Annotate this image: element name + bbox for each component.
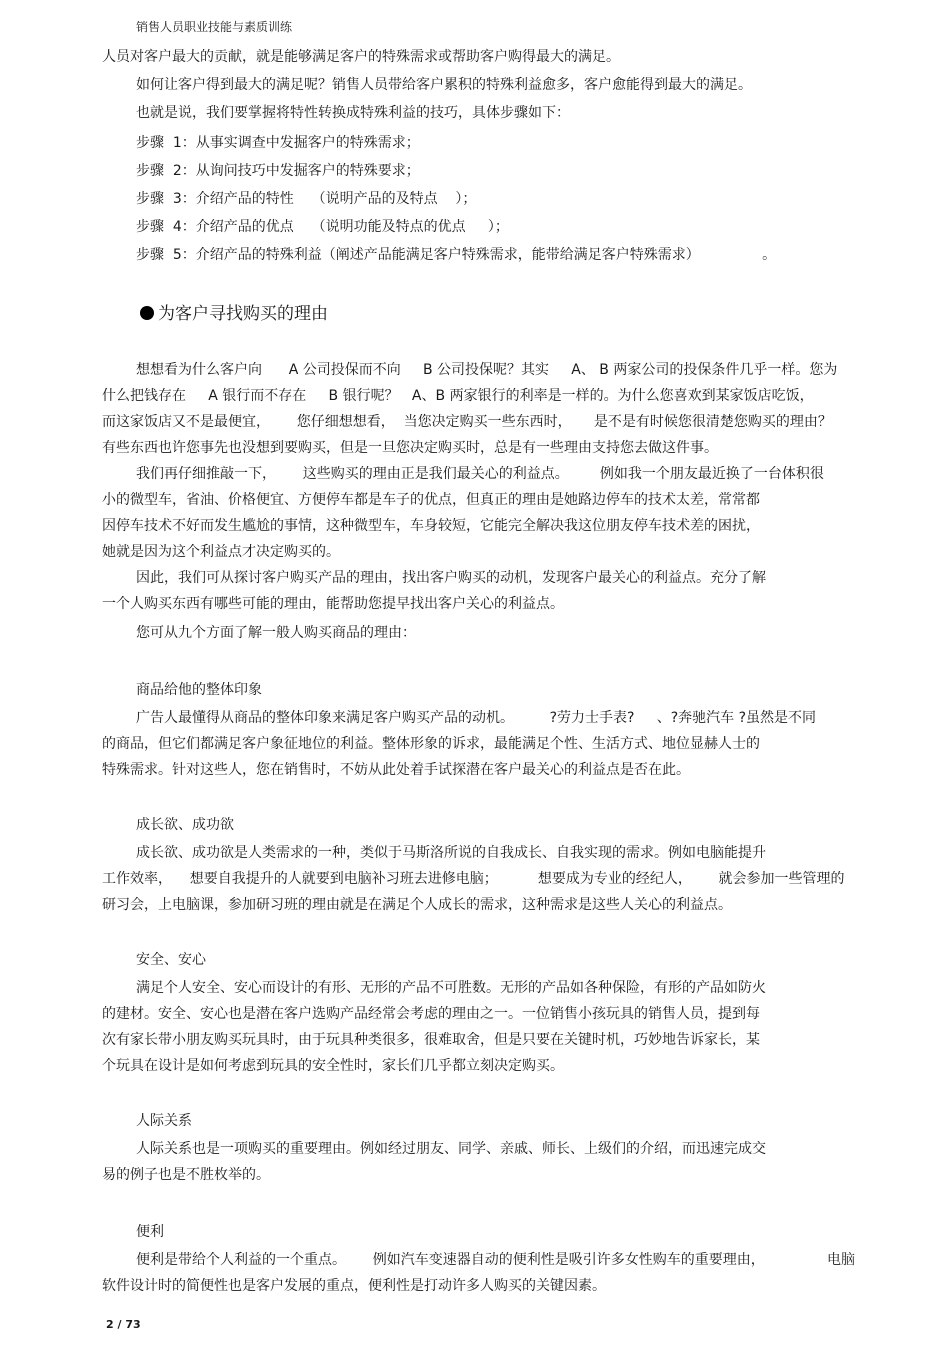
body-line: 广告人最懂得从商品的整体印象来满足客户购买产品的动机。 ?劳力士手表? 、?奔驰汽车 ?虽然是不同	[136, 710, 817, 726]
running-header: 销售人员职业技能与素质训练	[136, 20, 293, 34]
subheading: 人际关系	[136, 1113, 192, 1129]
body-line: 您可从九个方面了解一般人购买商品的理由：	[136, 625, 416, 641]
body-line: 满足个人安全、安心而设计的有形、无形的产品不可胜数。无形的产品如各种保险，有形的产品如防火	[136, 980, 766, 996]
body-line: 因此，我们可从探讨客户购买产品的理由，找出客户购买的动机，发现客户最关心的利益点。充分了解	[136, 570, 766, 586]
body-line: 便利是带给个人利益的一个重点。 例如汽车变速器自动的便利性是吸引许多女性购车的重要理由， 电脑	[136, 1252, 856, 1268]
body-line: 人际关系也是一项购买的重要理由。例如经过朋友、同学、亲戚、师长、上级们的介绍，而迅速完成交	[136, 1141, 766, 1157]
step-line: 步骤 2：从询问技巧中发掘客户的特殊要求；	[136, 163, 420, 179]
step-line: 步骤 3：介绍产品的特性 （说明产品的及特点 ）；	[136, 191, 477, 207]
body-line: 的商品，但它们都满足客户象征地位的利益。整体形象的诉求，最能满足个性、生活方式、地位显赫人士的	[102, 736, 760, 752]
body-line: 她就是因为这个利益点才决定购买的。	[102, 544, 340, 560]
body-line: 因停车技术不好而发生尴尬的事情，这种微型车，车身较短，它能完全解决我这位朋友停车技术差的困扰，	[102, 518, 760, 534]
step-line: 步骤 4：介绍产品的优点 （说明功能及特点的优点 ）；	[136, 219, 509, 235]
body-line: 的建材。安全、安心也是潜在客户选购产品经常会考虑的理由之一。一位销售小孩玩具的销售人员，提到每	[102, 1006, 760, 1022]
body-line: 也就是说，我们要掌握将特性转换成特殊利益的技巧，具体步骤如下：	[136, 105, 570, 121]
body-line: 什么把钱存在 A 银行而不存在 B 银行呢？ A、B 两家银行的利率是一样的。为什么您喜欢到某家饭店吃饭，	[102, 388, 814, 404]
section-heading	[140, 303, 328, 325]
step-line: 步骤 1：从事实调查中发掘客户的特殊需求；	[136, 135, 420, 151]
body-line: 想想看为什么客户向 A 公司投保而不向 B 公司投保呢？其实 A、 B 两家公司的投保条件几乎一样。您为	[136, 362, 838, 378]
body-line: 工作效率， 想要自我提升的人就要到电脑补习班去进修电脑； 想要成为专业的经纪人， 就会参加一些管理的	[102, 871, 845, 887]
body-line: 一个人购买东西有哪些可能的理由，能帮助您提早找出客户关心的利益点。	[102, 596, 564, 612]
body-line: 特殊需求。针对这些人，您在销售时，不妨从此处着手试探潜在客户最关心的利益点是否在此。	[102, 762, 690, 778]
body-line: 易的例子也是不胜枚举的。	[102, 1167, 270, 1183]
body-line: 个玩具在设计是如何考虑到玩具的安全性时，家长们几乎都立刻决定购买。	[102, 1058, 564, 1074]
body-line: 我们再仔细推敲一下， 这些购买的理由正是我们最关心的利益点。 例如我一个朋友最近换了一台体积很	[136, 466, 824, 482]
body-line: 小的微型车，省油、价格便宜、方便停车都是车子的优点，但真正的理由是她路边停车的技术太差，常常都	[102, 492, 760, 508]
section-heading-text: 为客户寻找购买的理由	[158, 304, 328, 324]
body-line: 人员对客户最大的贡献，就是能够满足客户的特殊需求或帮助客户购得最大的满足。	[102, 49, 620, 65]
step-line: 步骤 5：介绍产品的特殊利益（阐述产品能满足客户特殊需求，能带给满足客户特殊需求） 。	[136, 247, 777, 263]
body-line: 软件设计时的简便性也是客户发展的重点，便利性是打动许多人购买的关键因素。	[102, 1278, 606, 1294]
subheading: 便利	[136, 1224, 164, 1240]
page-number: 2 / 73	[106, 1318, 141, 1331]
subheading: 成长欲、成功欲	[136, 817, 234, 833]
body-line: 如何让客户得到最大的满足呢？销售人员带给客户累积的特殊利益愈多，客户愈能得到最大的满足。	[136, 77, 752, 93]
body-line: 而这家饭店又不是最便宜， 您仔细想想看， 当您决定购买一些东西时， 是不是有时候您很清楚您购买的理由？	[102, 414, 832, 430]
body-line: 次有家长带小朋友购买玩具时，由于玩具种类很多，很难取舍，但是只要在关键时机，巧妙地告诉家长，某	[102, 1032, 760, 1048]
body-line: 有些东西也许您事先也没想到要购买，但是一旦您决定购买时，总是有一些理由支持您去做这件事。	[102, 440, 718, 456]
body-line: 成长欲、成功欲是人类需求的一种，类似于马斯洛所说的自我成长、自我实现的需求。例如电脑能提升	[136, 845, 766, 861]
bullet-icon	[140, 306, 154, 320]
subheading: 安全、安心	[136, 952, 206, 968]
subheading: 商品给他的整体印象	[136, 682, 262, 698]
body-line: 研习会，上电脑课，参加研习班的理由就是在满足个人成长的需求，这种需求是这些人关心的利益点。	[102, 897, 732, 913]
